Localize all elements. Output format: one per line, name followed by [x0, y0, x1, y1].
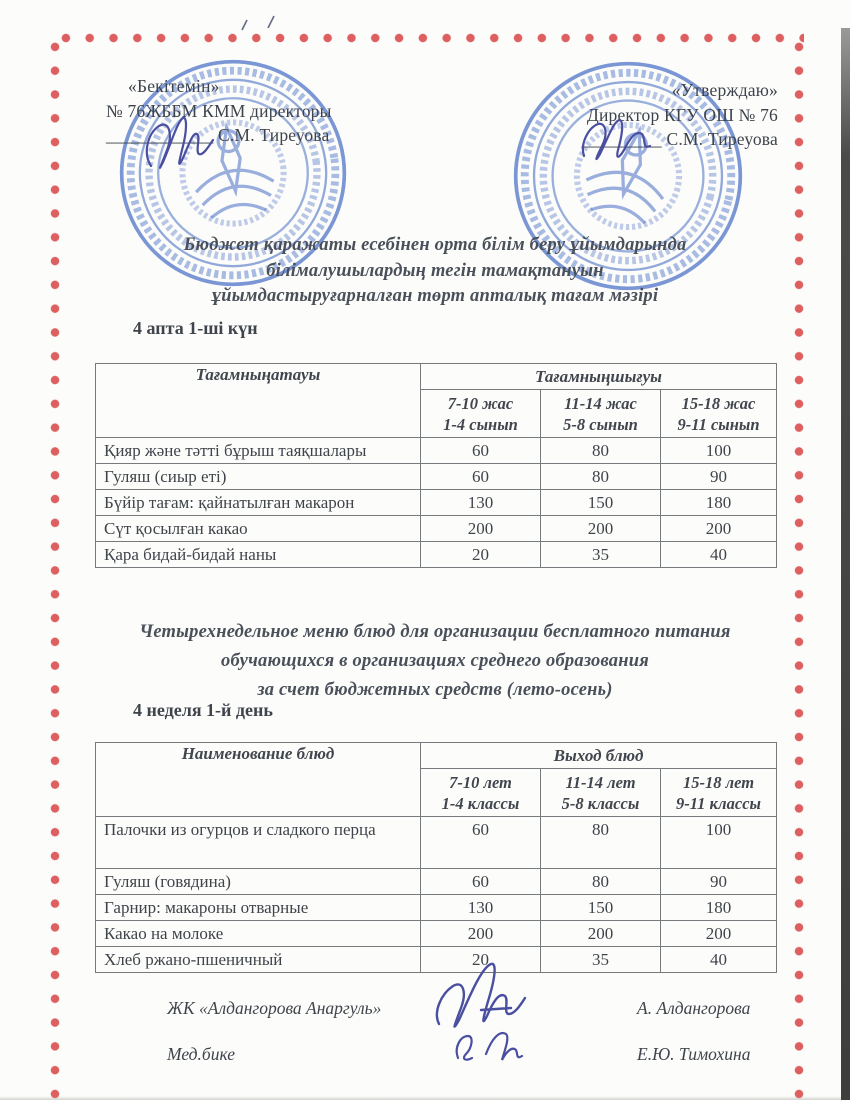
title-ru-line3: за счет бюджетных средств (лето-осень): [257, 680, 613, 700]
dish-name: Гуляш (говядина): [96, 869, 421, 895]
portion-grams: 40: [661, 542, 777, 568]
perforation-dots-right: [794, 33, 804, 1100]
title-kk-line2: білімалушылардың тегін тамақтануын: [266, 260, 604, 281]
document-title-ru: [85, 618, 785, 705]
title-kk-line3: ұйымдастыруғарналған төрт апталық тағам мәзірі: [211, 286, 659, 306]
table-row: [96, 516, 777, 542]
portion-grams: 100: [661, 817, 777, 869]
portion-grams: 60: [421, 464, 541, 490]
portion-grams: 35: [541, 947, 661, 973]
table-row: [96, 464, 777, 490]
portion-grams: 90: [661, 869, 777, 895]
dish-name: Сүт қосылған какао: [96, 516, 421, 542]
menu-table-ru: [95, 742, 777, 973]
portion-grams: 200: [541, 516, 661, 542]
dish-name: Гарнир: макароны отварные: [96, 895, 421, 921]
document-title-kk: [85, 233, 785, 310]
portion-grams: 150: [541, 895, 661, 921]
week-day-heading-kk: 4 апта 1-ші күн: [133, 318, 258, 338]
table-ru-agegroup-1: 7-10 лет 1-4 классы: [421, 769, 541, 817]
portion-grams: 40: [661, 947, 777, 973]
dish-name: Бүйір тағам: қайнатылған макарон: [96, 490, 421, 516]
table-row: [96, 817, 777, 869]
portion-grams: 60: [421, 817, 541, 869]
title-ru-line2: обучающихся в организациях среднего образования: [221, 651, 649, 671]
table-row: [96, 869, 777, 895]
table-ru-agegroup-2: 11-14 лет 5-8 классы: [541, 769, 661, 817]
scanner-edge-band: [841, 28, 850, 1100]
portion-grams: 200: [661, 921, 777, 947]
approval-kk-position: № 76ЖББМ КММ директоры: [106, 100, 332, 121]
approval-ru-signature-line: _________ С.М. Тиреуова: [581, 129, 778, 149]
approval-kk-name: С.М. Тиреуова: [217, 125, 330, 145]
table-kk-agegroup-1: 7-10 жас 1-4 сынып: [421, 390, 541, 438]
portion-grams: 130: [421, 895, 541, 921]
portion-grams: 35: [541, 542, 661, 568]
portion-grams: 90: [661, 464, 777, 490]
portion-grams: 200: [541, 921, 661, 947]
portion-grams: 200: [421, 516, 541, 542]
table-row: [96, 490, 777, 516]
portion-grams: 180: [661, 895, 777, 921]
table-ru-dish-header: Наименование блюд: [96, 743, 421, 817]
footer-nurse-label: Мед.бике: [167, 1044, 235, 1064]
approval-ru-position: Директор КГУ ОШ № 76: [586, 104, 778, 125]
portion-grams: 80: [541, 464, 661, 490]
portion-grams: 20: [421, 947, 541, 973]
director-signature-left: [133, 104, 229, 182]
portion-grams: 100: [661, 438, 777, 464]
portion-grams: 80: [541, 817, 661, 869]
title-kk-line1: Бюджет қаражаты есебінен орта білім беру ұйымдарында: [183, 235, 687, 255]
scan-artifact-marks: [228, 10, 288, 36]
approval-kk-word: «Бекітемін»: [128, 76, 220, 96]
table-row: [96, 921, 777, 947]
title-ru-line1: Четырехнедельное меню блюд для организации бесплатного питания: [139, 622, 731, 642]
perforation-dots-left: [50, 33, 60, 1100]
table-ru-output-header: Выход блюд: [421, 743, 777, 769]
director-signature-right: [572, 106, 662, 170]
perforation-dots-top: [52, 33, 804, 43]
scanner-edge-bottom: [0, 1096, 841, 1100]
dish-name: Қара бидай-бидай наны: [96, 542, 421, 568]
table-row: [96, 438, 777, 464]
footer-cook-label: ЖК «Алдангорова Анаргуль»: [167, 998, 382, 1018]
dish-name: Гуляш (сиыр еті): [96, 464, 421, 490]
dish-name: Какао на молоке: [96, 921, 421, 947]
approval-kk-signature-line: ____________ С.М. Тиреуова: [106, 125, 330, 145]
portion-grams: 200: [661, 516, 777, 542]
table-ru-agegroup-3: 15-18 лет 9-11 классы: [661, 769, 777, 817]
dish-name: Қияр және тәтті бұрыш таяқшалары: [96, 438, 421, 464]
table-kk-agegroup-3: 15-18 жас 9-11 сынып: [661, 390, 777, 438]
portion-grams: 20: [421, 542, 541, 568]
footer-nurse-name: Е.Ю. Тимохина: [637, 1044, 751, 1064]
nurse-signature: [448, 1024, 538, 1070]
portion-grams: 130: [421, 490, 541, 516]
portion-grams: 180: [661, 490, 777, 516]
portion-grams: 80: [541, 438, 661, 464]
footer-cook-name: А. Алдангорова: [637, 998, 751, 1018]
table-row: [96, 895, 777, 921]
portion-grams: 200: [421, 921, 541, 947]
table-kk-dish-header: Тағамныңатауы: [96, 364, 421, 438]
portion-grams: 60: [421, 438, 541, 464]
table-kk-agegroup-2: 11-14 жас 5-8 сынып: [541, 390, 661, 438]
table-kk-output-header: Тағамныңшығуы: [421, 364, 777, 390]
portion-grams: 80: [541, 869, 661, 895]
menu-table-kk: [95, 363, 777, 568]
week-day-heading-ru: 4 неделя 1-й день: [133, 700, 273, 720]
dish-name: Хлеб ржано-пшеничный: [96, 947, 421, 973]
table-row: [96, 542, 777, 568]
approval-ru-word: «Утверждаю»: [671, 80, 778, 100]
portion-grams: 150: [541, 490, 661, 516]
approval-ru-name: С.М. Тиреуова: [666, 129, 778, 149]
dish-name: Палочки из огурцов и сладкого перца: [96, 817, 421, 869]
portion-grams: 60: [421, 869, 541, 895]
